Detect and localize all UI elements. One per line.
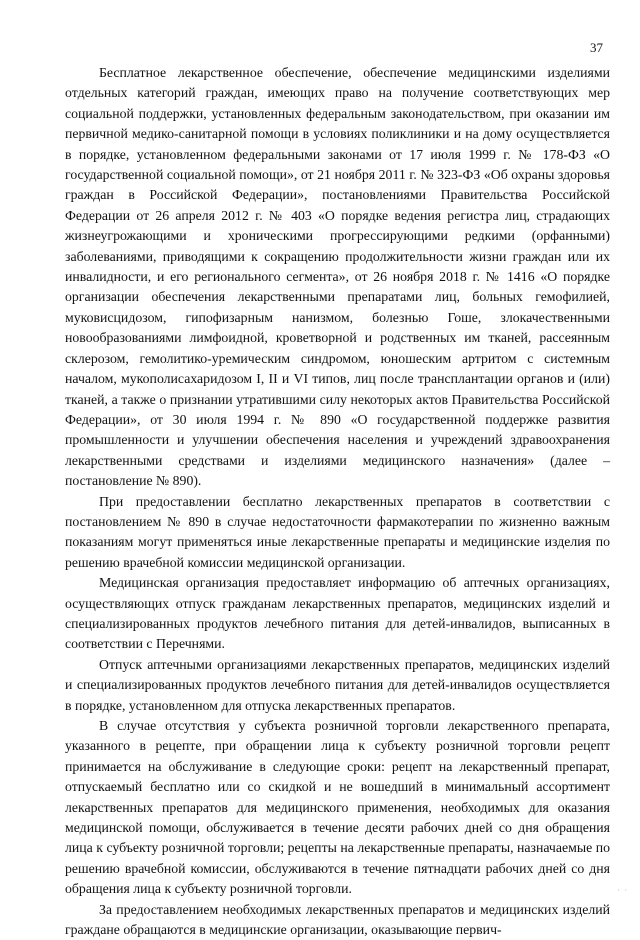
paragraph: При предоставлении бесплатно лекарственных препаратов в соответствии с постановлением № 890 в случае недостаточности фармакотерапии по жизненно важным показаниям могут применяться иные лекарственные препараты и медицинские изделия по решению врачебной комиссии медицинской организации.: [65, 493, 610, 570]
paragraph: В случае отсутствия у субъекта розничной торговли лекарственного препарата, указанного в рецепте, при обращении лица к субъекту розничной торговли рецепт принимается на обслуживание в следующие сроки: рецепт на лекарственный препарат, отпускаемый бесплатно или со скидкой и не вошедший в минимальный ассортимент лекарственных препаратов для медицинского применения, необходимых для оказания медицинской помощи, обслуживается в течение десяти рабочих дней со дня обращения лица к субъекту розничной торговли; рецепты на лекарственные препараты, назначаемые по решению врачебной комиссии, обслуживаются в течение пятнадцати рабочих дней со дня обращения лица к субъекту розничной торговли.: [65, 718, 610, 897]
page-number: 37: [590, 40, 603, 55]
paragraph: За предоставлением необходимых лекарственных препаратов и медицинских изделий граждане обращаются в медицинские организации, оказывающие первич-: [65, 901, 610, 938]
paragraph: Отпуск аптечными организациями лекарственных препаратов, медицинских изделий и специализированных продуктов лечебного питания для детей-инвалидов осуществляется в порядке, установленном для отпуска лекарственных препаратов.: [65, 656, 610, 713]
paragraph: Медицинская организация предоставляет информацию об аптечных организациях, осуществляющих отпуск гражданам лекарственных препаратов, медицинских изделий и специализированных продуктов лечебного питания для детей-инвалидов, выписанных в соответствии с Перечнями.: [65, 575, 610, 652]
body-text: [65, 63, 610, 940]
paragraph: Бесплатное лекарственное обеспечение, обеспечение медицинскими изделиями отдельных категорий граждан, имеющих право на получение соответствующих мер социальной поддержки, установленных федеральным законодательством, при оказании им первичной медико-санитарной помощи в условиях поликлиники и на дому осуществляется в порядке, установленном федеральными законами от 17 июля 1999 г. № 178-ФЗ «О государственной социальной помощи», от 21 ноября 2011 г. № 323-ФЗ «Об охраны здоровья граждан в Российской Федерации», постановлениями Правительства Российской Федерации от 26 апреля 2012 г. № 403 «О порядке ведения регистра лиц, страдающих жизнеугрожающими и хроническими прогрессирующими редкими (орфанными) заболеваниями, приводящими к сокращению продолжительности жизни граждан или их инвалидности, и его регионального сегмента», от 26 ноября 2018 г. № 1416 «О порядке организации обеспечения лекарственными препаратами лиц, больных гемофилией, муковисцидозом, гипофизарным нанизмом, болезнью Гоше, злокачественными новообразованиями лимфоидной, кроветворной и родственных им тканей, рассеянным склерозом, гемолитико-уремическим синдромом, юношеским артритом с системным началом, мукополисахаридозом I, II и VI типов, лиц после трансплантации органов и (или) тканей, а также о признании утратившими силу некоторых актов Правительства Российской Федерации», от 30 июля 1994 г. № 890 «О государственной поддержке развития промышленности и улучшении обеспечения населения и учреждений здравоохранения лекарственными средствами и изделиями медицинского назначения» (далее – постановление № 890).: [65, 65, 610, 489]
scan-artifact: · ·: [617, 886, 628, 895]
